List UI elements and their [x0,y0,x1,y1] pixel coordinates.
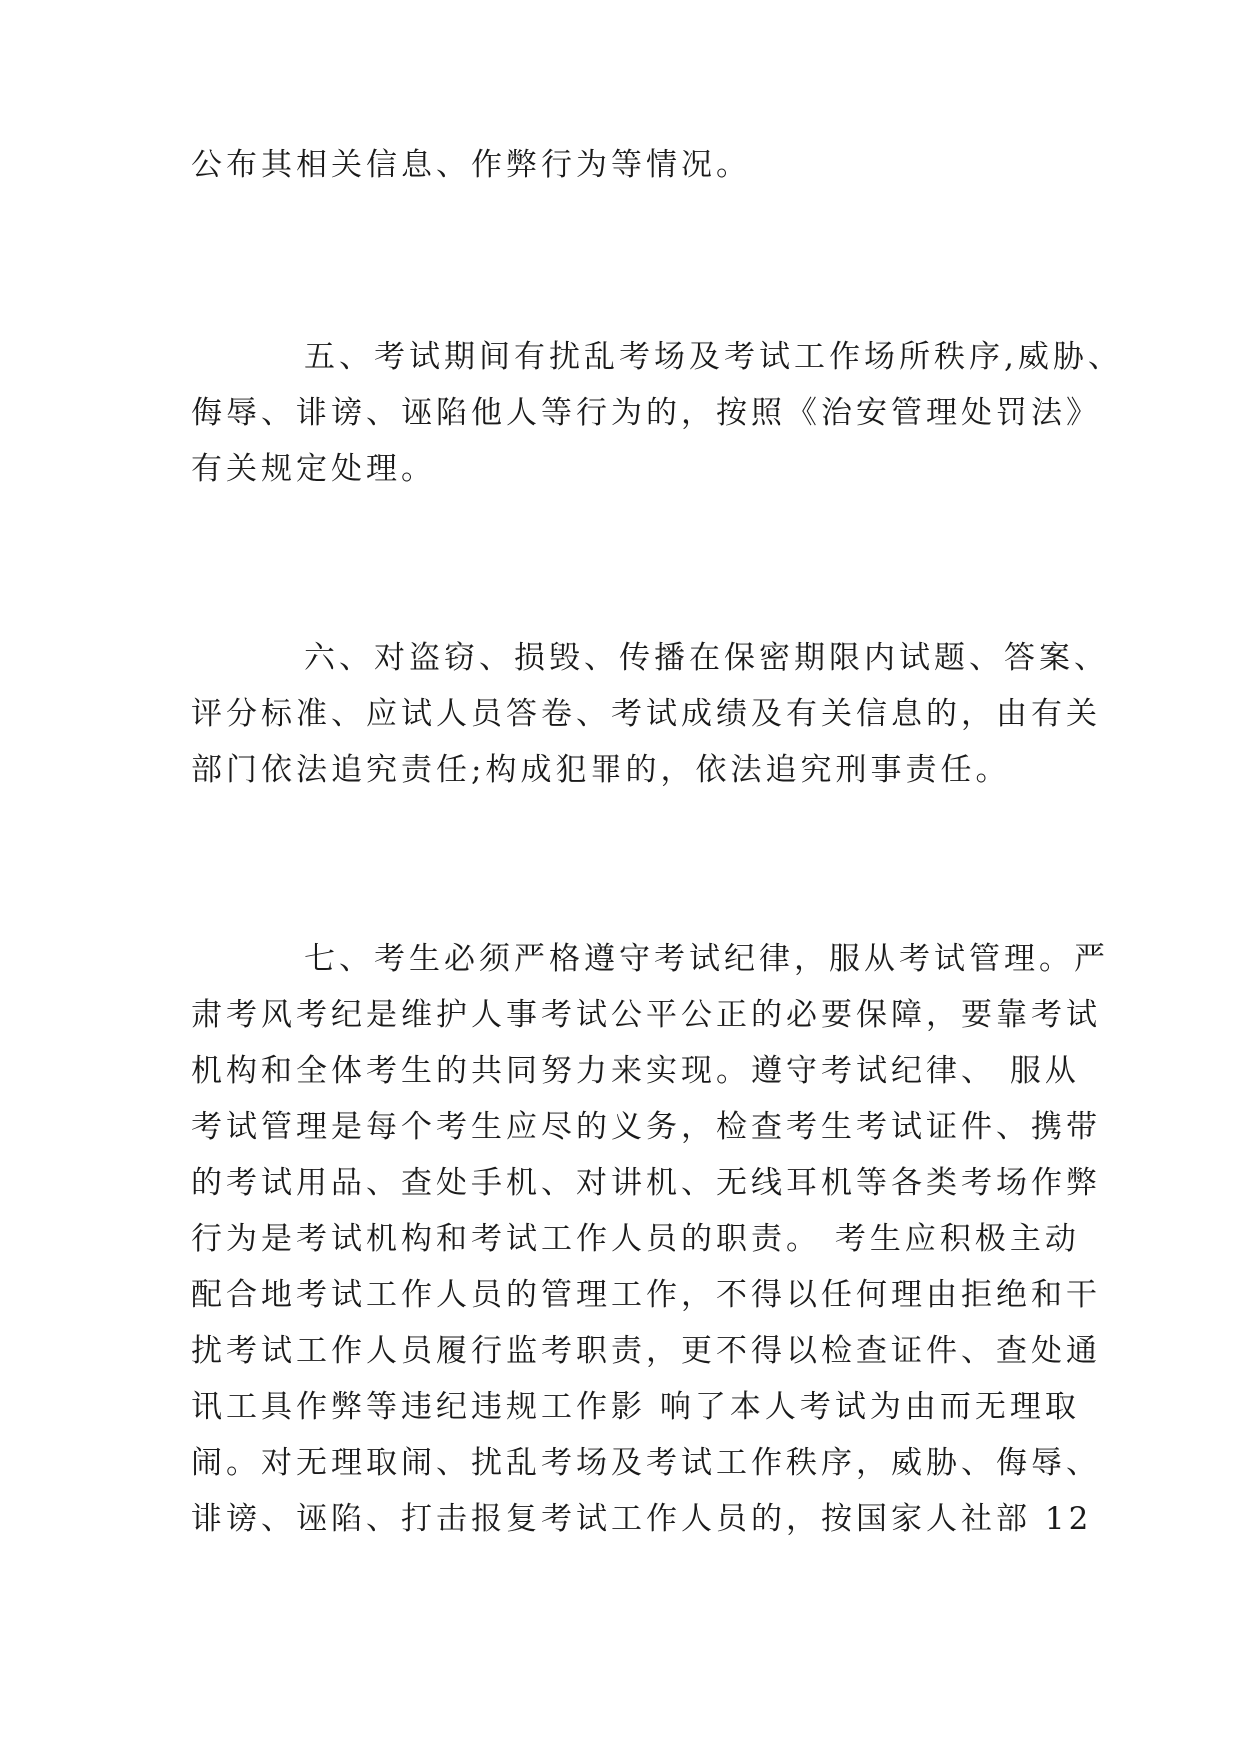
paragraph-7-line-11: 诽谤、诬陷、打击报复考试工作人员的，按国家人社部 12 [191,1501,1093,1537]
paragraph-7-line-4: 考试管理是每个考生应尽的义务，检查考生考试证件、携带 [191,1109,1101,1145]
paragraph-6-line-2: 评分标准、应试人员答卷、考试成绩及有关信息的，由有关 [191,696,1101,732]
paragraph-4-line-1: 公布其相关信息、作弊行为等情况。 [191,147,751,183]
paragraph-7-line-2: 肃考风考纪是维护人事考试公平公正的必要保障，要靠考试 [191,997,1101,1033]
paragraph-5-line-3: 有关规定处理。 [191,451,436,487]
paragraph-7-line-3: 机构和全体考生的共同努力来实现。遵守考试纪律、 服从 [191,1053,1080,1089]
paragraph-7-line-6: 行为是考试机构和考试工作人员的职责。 考生应积极主动 [191,1221,1080,1257]
paragraph-7-line-5: 的考试用品、查处手机、对讲机、无线耳机等各类考场作弊 [191,1165,1101,1201]
paragraph-7-line-9: 讯工具作弊等违纪违规工作影 响了本人考试为由而无理取 [191,1389,1080,1425]
paragraph-6-line-1: 六、对盗窃、损毁、传播在保密期限内试题、答案、 [304,640,1109,676]
paragraph-6-line-3: 部门依法追究责任;构成犯罪的，依法追究刑事责任。 [191,752,1011,788]
paragraph-5-line-2: 侮辱、诽谤、诬陷他人等行为的，按照《治安管理处罚法》 [191,395,1101,431]
paragraph-7-line-8: 扰考试工作人员履行监考职责，更不得以检查证件、查处通 [191,1333,1101,1369]
paragraph-7-line-10: 闹。对无理取闹、扰乱考场及考试工作秩序，威胁、侮辱、 [191,1445,1101,1481]
paragraph-5-line-1: 五、考试期间有扰乱考场及考试工作场所秩序,威胁、 [304,339,1123,375]
paragraph-7-line-1: 七、考生必须严格遵守考试纪律，服从考试管理。严 [304,941,1109,977]
paragraph-7-line-7: 配合地考试工作人员的管理工作，不得以任何理由拒绝和干 [191,1277,1101,1313]
